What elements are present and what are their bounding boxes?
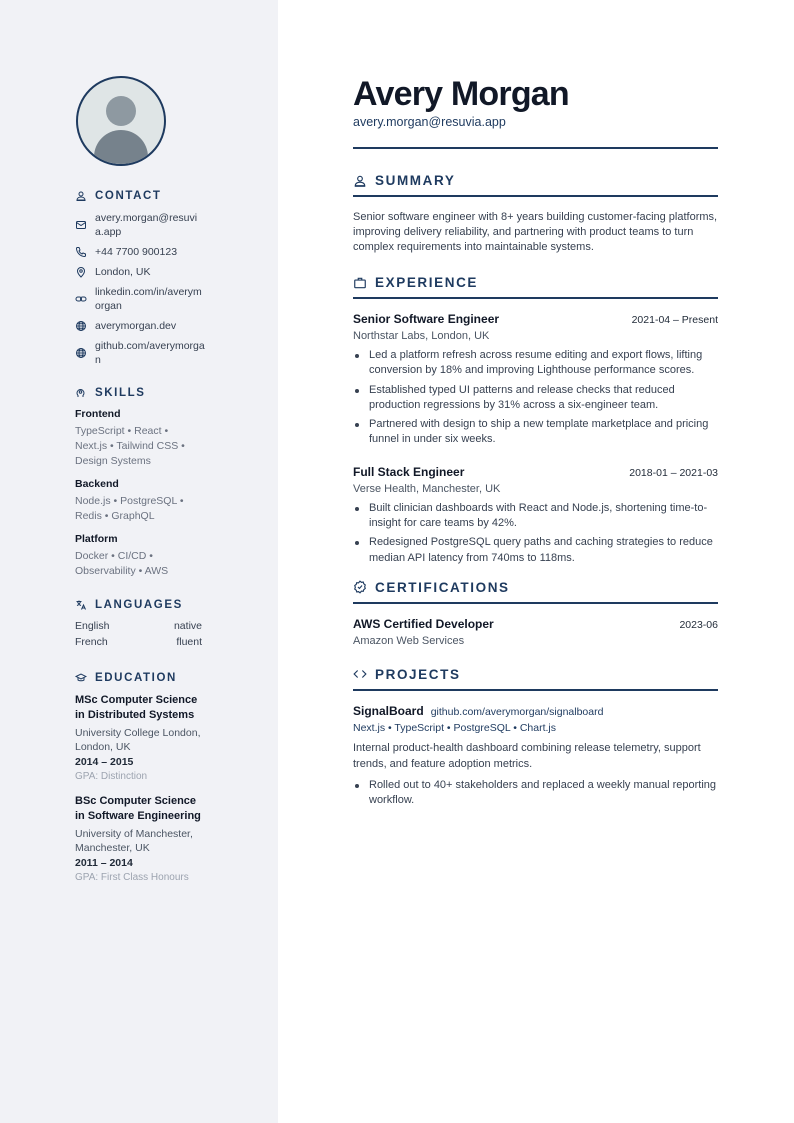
language-row: French fluent (75, 636, 202, 648)
user-icon (353, 174, 367, 188)
summary-heading: SUMMARY (353, 173, 718, 197)
contact-linkedin[interactable]: linkedin.com/in/averymorgan (75, 285, 205, 313)
main-content (278, 0, 794, 1123)
bullet-item: Established typed UI patterns and release checks that reduced production regressions by 31% across a six-engineer team. (353, 383, 718, 414)
brain-icon (75, 387, 87, 399)
user-icon (75, 190, 87, 202)
sidebar (0, 0, 278, 1123)
contact-section (75, 190, 278, 367)
certification-entry (353, 617, 718, 647)
job-title: Senior Software Engineer (353, 312, 500, 326)
project-bullets (353, 778, 718, 809)
certification-date: 2023-06 (679, 618, 718, 631)
job-bullets (353, 348, 718, 448)
skill-group: Platform Docker • CI/CD • Observability • AWS (75, 533, 169, 577)
languages-heading: LANGUAGES (75, 599, 278, 611)
bullet-item: Rolled out to 40+ stakeholders and replaced a weekly manual reporting workflow. (353, 778, 718, 809)
job-dates: 2018-01 – 2021-03 (629, 466, 718, 479)
education-heading: EDUCATION (75, 672, 278, 684)
bullet-item: Partnered with design to ship a new template marketplace and pricing funnel in under six weeks. (353, 417, 718, 448)
code-icon (353, 667, 367, 681)
contact-phone[interactable]: +44 7700 900123 (75, 245, 205, 259)
bullet-item: Led a platform refresh across resume editing and export flows, lifting conversion by 18% and improving Lighthouse performance scores. (353, 348, 718, 379)
language-row: English native (75, 620, 202, 632)
certifications-section (353, 580, 718, 647)
briefcase-icon (353, 276, 367, 290)
skill-group: Backend Node.js • PostgreSQL • Redis • GraphQL (75, 478, 184, 522)
contact-location: London, UK (75, 265, 205, 279)
phone-icon (75, 246, 87, 258)
projects-section (353, 667, 718, 809)
globe-icon (75, 347, 87, 359)
bullet-item: Redesigned PostgreSQL query paths and caching strategies to reduce median API latency from 740ms to 118ms. (353, 535, 718, 566)
graduation-cap-icon (75, 672, 87, 684)
job-company: Verse Health, Manchester, UK (353, 482, 501, 495)
project-link[interactable]: github.com/averymorgan/signalboard (430, 705, 604, 718)
certifications-heading: CERTIFICATIONS (353, 580, 718, 604)
certification-issuer: Amazon Web Services (353, 634, 465, 647)
project-description: Internal product-health dashboard combining release telemetry, support trends, and feature adoption metrics. (353, 741, 701, 770)
projects-heading: PROJECTS (353, 667, 718, 691)
education-item: BSc Computer Science in Software Engineering University of Manchester, Manchester, UK 2011 – 2014 GPA: First Class Honours (75, 795, 201, 883)
translate-icon (75, 599, 87, 611)
contact-github[interactable]: github.com/averymorgan (75, 339, 205, 367)
job-title: Full Stack Engineer (353, 464, 465, 479)
education-item: MSc Computer Science in Distributed Systems University College London, London, UK 2014 – 2015 GPA: Distinction (75, 694, 201, 782)
badge-check-icon (353, 580, 367, 594)
skill-group: Frontend TypeScript • React • Next.js • Tailwind CSS • Design Systems (75, 408, 185, 467)
avatar (76, 76, 166, 166)
contact-website[interactable]: averymorgan.dev (75, 319, 205, 333)
bullet-item: Built clinician dashboards with React and Node.js, shortening time-to-insight for care teams by 42%. (353, 501, 718, 532)
contact-heading: CONTACT (75, 190, 278, 202)
experience-section (353, 275, 718, 566)
skills-section (75, 387, 278, 579)
education-section (75, 672, 278, 883)
experience-entry (353, 312, 718, 448)
project-tech: Next.js • TypeScript • PostgreSQL • Chart.js (353, 721, 557, 734)
contact-email[interactable]: avery.morgan@resuvia.app (75, 211, 205, 239)
skills-heading: SKILLS (75, 387, 278, 399)
header-email[interactable]: avery.morgan@resuvia.app (353, 115, 506, 129)
header-divider (353, 147, 718, 149)
summary-text: Senior software engineer with 8+ years building customer-facing platforms, improving delivery reliability, and partnering with product teams to turn complex requirements into maintainable systems. (353, 211, 718, 253)
project-entry (353, 704, 718, 809)
avatar-head (106, 96, 136, 126)
certification-name: AWS Certified Developer (353, 616, 494, 631)
map-pin-icon (75, 266, 87, 278)
languages-section (75, 599, 278, 648)
summary-section (353, 173, 718, 255)
candidate-name: Avery Morgan (353, 75, 569, 113)
mail-icon (75, 219, 87, 231)
job-dates: 2021-04 – Present (631, 314, 718, 326)
globe-icon (75, 320, 87, 332)
experience-heading: EXPERIENCE (353, 275, 718, 299)
link-icon (75, 293, 87, 305)
job-company: Northstar Labs, London, UK (353, 330, 490, 342)
experience-entry (353, 465, 718, 566)
avatar-body (94, 130, 148, 166)
job-bullets (353, 501, 718, 566)
project-name: SignalBoard (353, 703, 424, 718)
